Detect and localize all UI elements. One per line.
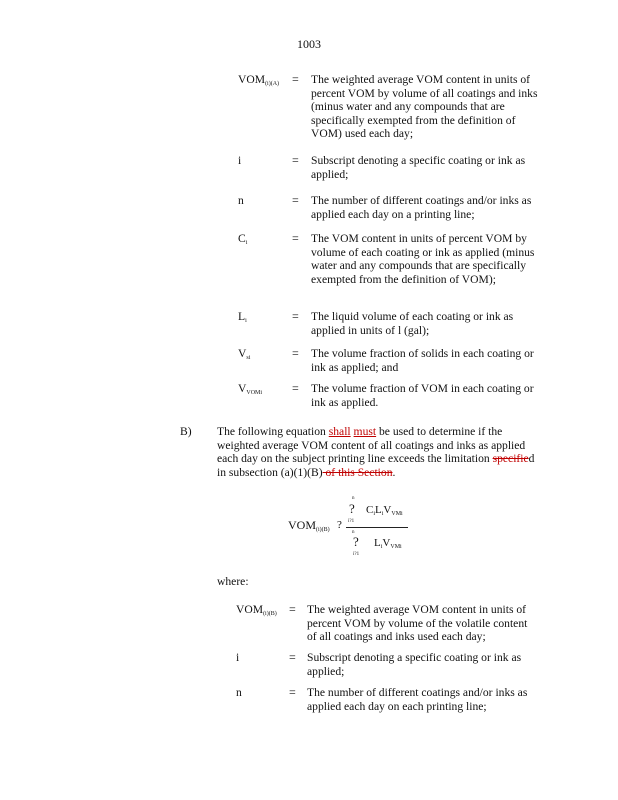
equals-sign: = [289,650,296,664]
where-label: where: [217,575,249,588]
numerator-sum-glyph: ? [349,501,355,516]
definition-text: The VOM content in units of percent VOM by volume of each coating or ink as applied (minus water and any compounds that are specifically exempted from the definition of VOM); [311,232,535,286]
equals-sign: = [292,346,299,360]
term-vsi: $V_{si}$ [238,347,251,361]
equals-sign: = [292,231,299,245]
equals-sign: = [292,309,299,323]
formula-equals-glyph: ? [337,519,342,531]
definition-text: The volume fraction of VOM in each coating or ink as applied. [311,382,534,409]
definition-text: The liquid volume of each coating or ink as applied in units of l (gal); [311,310,514,337]
term-n: n [236,686,242,699]
section-b-paragraph: The following equation shall must be used to determine if the weighted average VOM content of all coatings and inks as applied each day on the subject printing line exceeds the limitation specified in subsection (a)(1)(B) of this Section. [217,425,535,479]
deleted-text: specifie [492,452,529,466]
equals-sign: = [292,153,299,167]
definition-text: Subscript denoting a specific coating or ink as applied; [311,154,526,181]
definition-text: The number of different coatings and/or inks as applied each day on each printing line; [307,686,528,713]
term-i: i [238,154,242,167]
term-vom-ib: $VOM_{(i)(B)}$ [236,603,277,617]
fraction-bar [346,527,408,528]
equals-sign: = [292,381,299,395]
term-i: i [236,651,240,664]
definition-text: The weighted average VOM content in units of percent VOM by volume of the volatile content of all coatings and inks used each day; [307,603,528,644]
equals-sign: = [292,193,299,207]
formula-lhs: $VOM_{(i)(B)}$ [288,518,330,533]
numerator-terms: $C_iL_iV_{VMi}$ [366,504,403,517]
term-li: $L_i$ [238,310,247,324]
definition-text: Subscript denoting a specific coating or ink as applied; [307,651,522,678]
definition-text: The weighted average VOM content in units of percent VOM by volume of all coatings and inks (minus water and any compounds that are specifically exempted from the definition of VOM) used each day; [311,73,538,141]
equals-sign: = [289,602,296,616]
numerator-lower-limit: i?1 [348,519,355,524]
term-vvomi: $V_{VOMi}$ [238,382,263,396]
term-ci: $C_i$ [238,232,248,246]
inserted-text: must [353,425,377,438]
inserted-text: shall [328,425,351,438]
definition-text: The number of different coatings and/or inks as applied each day on a printing line; [311,194,532,221]
denominator-sum-glyph: ? [353,534,359,549]
deleted-text: of this Section [322,465,393,479]
section-b-label: B) [180,425,192,438]
denominator-upper-limit: n [352,530,355,535]
term-vom-ia: $VOM_{(i)(A)}$ [238,73,280,87]
page-number: 1003 [297,37,321,51]
equals-sign: = [292,72,299,86]
denominator-terms: $L_iV_{VMi}$ [374,537,402,550]
denominator-lower-limit: i?1 [353,552,360,557]
definition-text: The volume fraction of solids in each coating or ink as applied; and [311,347,534,374]
term-n: n [238,194,244,207]
equals-sign: = [289,685,296,699]
numerator-upper-limit: n [352,496,355,501]
